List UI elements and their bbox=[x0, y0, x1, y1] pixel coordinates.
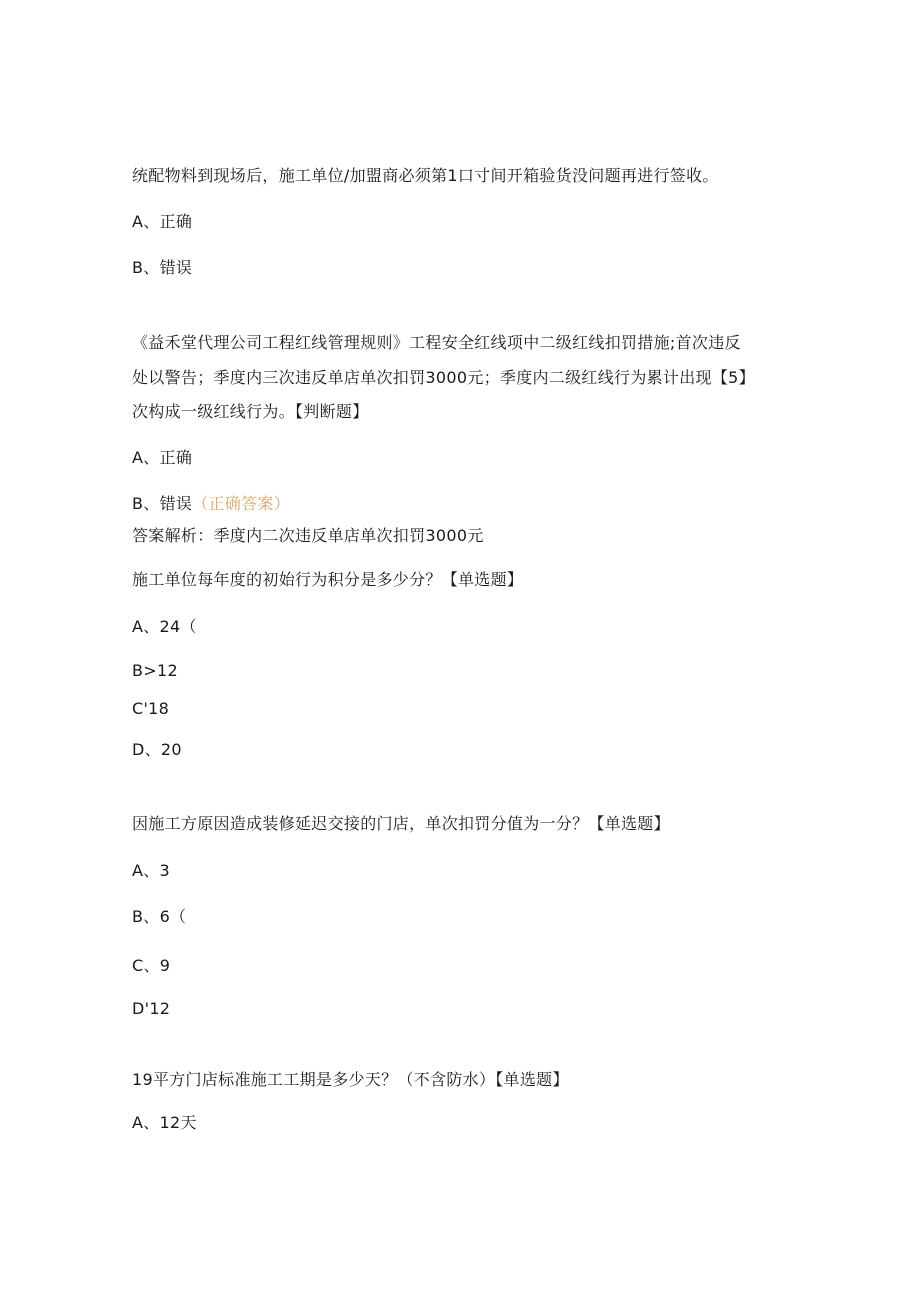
q3-question: 施工单位每年度的初始行为积分是多少分？【单选题】 bbox=[132, 570, 524, 589]
q2-option-b bbox=[132, 494, 290, 514]
q1-question: 统配物料到现场后，施工单位/加盟商必须第1口寸间开箱验货没问题再进行签收。 bbox=[132, 166, 719, 185]
q3-option-a: A、24（ bbox=[132, 617, 197, 636]
q4-option-a: A、3 bbox=[132, 861, 171, 880]
correct-answer-tag: （正确答案） bbox=[192, 494, 290, 513]
q4-option-c: C、9 bbox=[132, 956, 171, 975]
q2-option-b-label: B、错误 bbox=[132, 494, 193, 513]
q5-option-a: A、12天 bbox=[132, 1113, 197, 1132]
q3-option-b: B>12 bbox=[132, 661, 178, 680]
q1-option-a: A、正确 bbox=[132, 212, 193, 231]
q2-question-line-2: 处以警告；季度内三次违反单店单次扣罚3000元；季度内二级红线行为累计出现【5】 bbox=[132, 368, 755, 387]
q4-option-d: D'12 bbox=[132, 999, 171, 1018]
q4-question: 因施工方原因造成装修延迟交接的门店，单次扣罚分值为一分？【单选题】 bbox=[132, 814, 670, 833]
q1-option-b: B、错误 bbox=[132, 258, 193, 277]
q4-option-b: B、6（ bbox=[132, 907, 187, 926]
q3-option-c: C'18 bbox=[132, 699, 170, 718]
q5-question: 19平方门店标准施工工期是多少天？（不含防水）【单选题】 bbox=[132, 1070, 569, 1089]
q3-option-d: D、20 bbox=[132, 740, 182, 759]
q2-question-line-3: 次构成一级红线行为。【判断题】 bbox=[132, 402, 369, 421]
q2-option-a: A、正确 bbox=[132, 448, 193, 467]
q2-explanation: 答案解析：季度内二次违反单店单次扣罚3000元 bbox=[132, 526, 484, 545]
q2-question-line-1: 《益禾堂代理公司工程红线管理规则》工程安全红线项中二级红线扣罚措施;首次违反 bbox=[132, 333, 741, 352]
